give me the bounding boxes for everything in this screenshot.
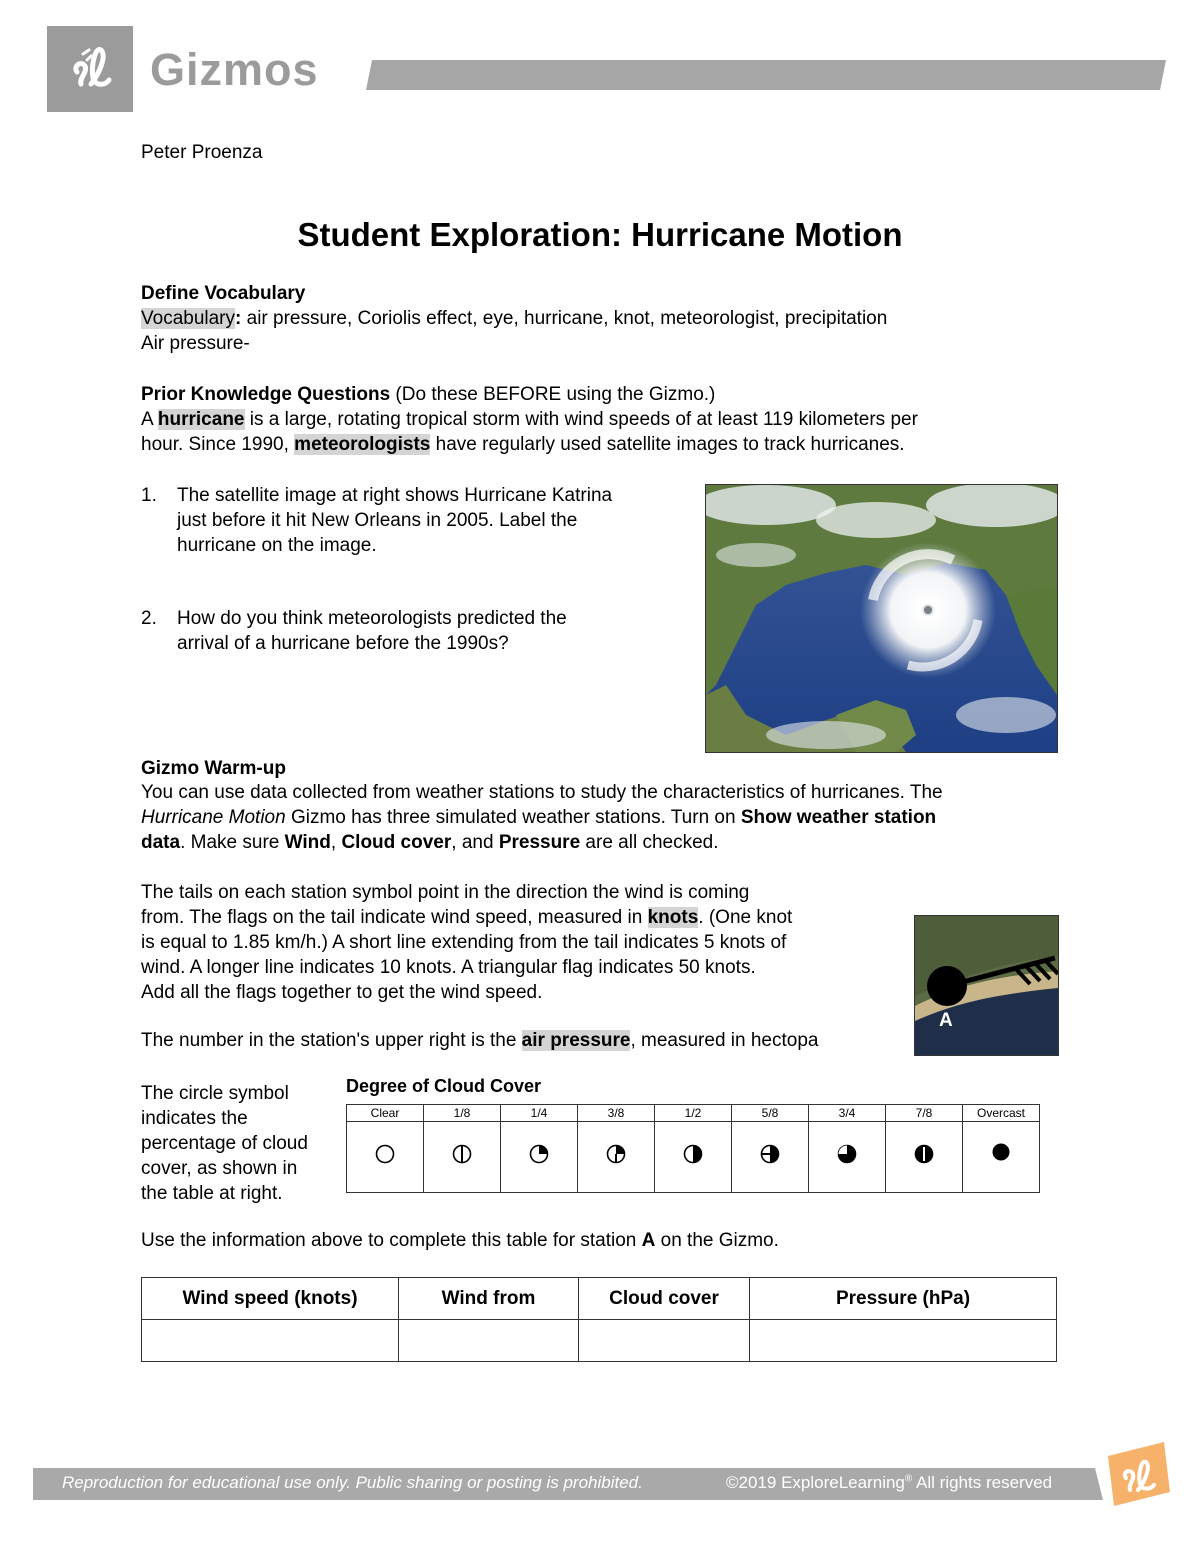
- pressure-text: , measured in hectopa: [630, 1030, 819, 1051]
- cloud-one-quarter-icon: [501, 1122, 578, 1193]
- table-instruction: [141, 1230, 779, 1252]
- rights-text: All rights reserved: [912, 1473, 1053, 1492]
- circle-symbol-text: [141, 1081, 308, 1206]
- warmup-text: ,: [330, 832, 342, 853]
- prior-text: have regularly used satellite images to track hurricanes.: [430, 434, 905, 455]
- cloud-header: Overcast: [963, 1105, 1040, 1122]
- cloud-header: 1/2: [655, 1105, 732, 1122]
- footer-copyright: [726, 1473, 1052, 1493]
- station-ref: A: [641, 1230, 656, 1251]
- vocab-label: Vocabulary: [141, 308, 236, 329]
- warmup-text: Gizmo has three simulated weather stations. Turn on: [285, 807, 741, 828]
- tails-paragraph: [141, 880, 792, 1005]
- gizmo-name: Hurricane Motion: [141, 807, 286, 828]
- footer-disclaimer: Reproduction for educational use only. Public sharing or posting is prohibited.: [62, 1473, 643, 1492]
- tails-text: from. The flags on the tail indicate wind speed, measured in: [141, 907, 648, 928]
- explorelearning-logo-icon: [47, 26, 133, 112]
- cloud-cover-table: [346, 1104, 1040, 1193]
- cloud-five-eighths-icon: [732, 1122, 809, 1193]
- tails-line: is equal to 1.85 km/h.) A short line extending from the tail indicates 5 knots of: [141, 932, 787, 953]
- prior-text: hour. Since 1990,: [141, 434, 295, 455]
- header-cloud-cover: Cloud cover: [579, 1278, 750, 1320]
- circle-line: the table at right.: [141, 1183, 283, 1204]
- copyright-symbol: ©: [726, 1473, 739, 1492]
- term-knots: knots: [647, 907, 699, 928]
- prior-text: is a large, rotating tropical storm with wind speeds of at least 119 kilometers per: [244, 409, 918, 430]
- prior-heading-line: [141, 384, 715, 406]
- wind-option: Wind: [284, 832, 331, 853]
- warmup-heading: Gizmo Warm-up: [141, 758, 286, 779]
- company-name: ExploreLearning: [776, 1473, 905, 1492]
- cloud-header: 1/4: [501, 1105, 578, 1122]
- hurricane-katrina-satellite-image: [705, 484, 1058, 753]
- cloud-header: 1/8: [424, 1105, 501, 1122]
- cloud-header: 3/4: [809, 1105, 886, 1122]
- question-1: [177, 483, 612, 558]
- prior-heading: Prior Knowledge Questions: [141, 384, 391, 405]
- answer-pressure-cell[interactable]: [750, 1320, 1057, 1362]
- prior-para-line-1: [141, 409, 918, 431]
- pressure-line: [141, 1030, 818, 1052]
- cloud-cover-title: Degree of Cloud Cover: [346, 1076, 542, 1096]
- term-air-pressure: air pressure: [521, 1030, 631, 1051]
- student-name: Peter Proenza: [141, 142, 263, 163]
- warmup-bold: data: [141, 832, 181, 853]
- question-1-number: 1.: [141, 485, 157, 506]
- question-1-line: just before it hit New Orleans in 2005. Label the: [177, 510, 578, 531]
- answer-wind-from-cell[interactable]: [399, 1320, 579, 1362]
- warmup-text: , and: [451, 832, 499, 853]
- instruction-text: Use the information above to complete this table for station: [141, 1230, 642, 1251]
- question-2-number: 2.: [141, 608, 157, 629]
- page-title: Student Exploration: Hurricane Motion: [297, 216, 903, 253]
- cloud-overcast-icon: [963, 1122, 1040, 1193]
- warmup-text: . Make sure: [180, 832, 285, 853]
- vocab-colon: :: [235, 308, 242, 329]
- gizmos-logo: [47, 26, 133, 112]
- question-1-line: The satellite image at right shows Hurricane Katrina: [177, 485, 613, 506]
- cloud-three-quarters-icon: [809, 1122, 886, 1193]
- cloud-three-eighths-icon: [578, 1122, 655, 1193]
- vocab-list: air pressure, Coriolis effect, eye, hurricane, knot, meteorologist, precipitation: [241, 308, 888, 329]
- tails-text: . (One knot: [698, 907, 793, 928]
- circle-line: indicates the: [141, 1108, 248, 1129]
- warmup-bold: Show weather station: [740, 807, 937, 828]
- weather-station-image: [914, 915, 1059, 1056]
- cloud-header: 3/8: [578, 1105, 655, 1122]
- answer-wind-speed-cell[interactable]: [142, 1320, 399, 1362]
- prior-text: A: [141, 409, 158, 430]
- brand-title: Gizmos: [150, 44, 319, 95]
- prior-para-line-2: [141, 434, 905, 456]
- cloud-seven-eighths-icon: [886, 1122, 963, 1193]
- copyright-year: 2019: [738, 1473, 777, 1492]
- question-2-line: arrival of a hurricane before the 1990s?: [177, 633, 509, 654]
- cloud-header: Clear: [347, 1105, 424, 1122]
- question-2: [177, 606, 567, 656]
- question-2-line: How do you think meteorologists predicted the: [177, 608, 567, 629]
- question-1-line: hurricane on the image.: [177, 535, 377, 556]
- header-wind-speed: Wind speed (knots): [142, 1278, 399, 1320]
- tails-line: Add all the flags together to get the wind speed.: [141, 982, 543, 1003]
- vocab-heading: Define Vocabulary: [141, 283, 306, 304]
- pressure-text: The number in the station's upper right is the: [141, 1030, 522, 1051]
- warmup-line-2: [141, 807, 936, 829]
- circle-line: percentage of cloud: [141, 1133, 308, 1154]
- station-label: A: [939, 1010, 953, 1031]
- pressure-option: Pressure: [498, 832, 581, 853]
- air-pressure-line: Air pressure-: [141, 333, 250, 354]
- vocab-line: [141, 308, 887, 330]
- header-pressure: Pressure (hPa): [750, 1278, 1057, 1320]
- warmup-line-1: You can use data collected from weather stations to study the characteristics of hurricanes. The: [141, 782, 943, 803]
- tails-line: The tails on each station symbol point in the direction the wind is coming: [141, 882, 750, 903]
- cloud-clear-icon: [347, 1122, 424, 1193]
- warmup-line-3: [141, 832, 719, 854]
- cloud-option: Cloud cover: [341, 832, 452, 853]
- station-data-table: [141, 1277, 1057, 1362]
- header-wind-from: Wind from: [399, 1278, 579, 1320]
- term-hurricane: hurricane: [157, 409, 245, 430]
- header-bar: [366, 60, 1166, 90]
- cloud-half-icon: [655, 1122, 732, 1193]
- answer-cloud-cover-cell[interactable]: [579, 1320, 750, 1362]
- circle-line: cover, as shown in: [141, 1158, 298, 1179]
- circle-line: The circle symbol: [141, 1083, 289, 1104]
- term-meteorologists: meteorologists: [294, 434, 431, 455]
- cloud-header: 7/8: [886, 1105, 963, 1122]
- cloud-one-eighth-icon: [424, 1122, 501, 1193]
- instruction-text: on the Gizmo.: [655, 1230, 779, 1251]
- tails-line: wind. A longer line indicates 10 knots. A triangular flag indicates 50 knots.: [141, 957, 756, 978]
- prior-note: (Do these BEFORE using the Gizmo.): [390, 384, 716, 405]
- cloud-header: 5/8: [732, 1105, 809, 1122]
- registered-mark: ®: [904, 1473, 913, 1485]
- warmup-text: are all checked.: [580, 832, 719, 853]
- tails-line: [141, 905, 792, 930]
- explorelearning-footer-logo-icon: [1098, 1442, 1174, 1508]
